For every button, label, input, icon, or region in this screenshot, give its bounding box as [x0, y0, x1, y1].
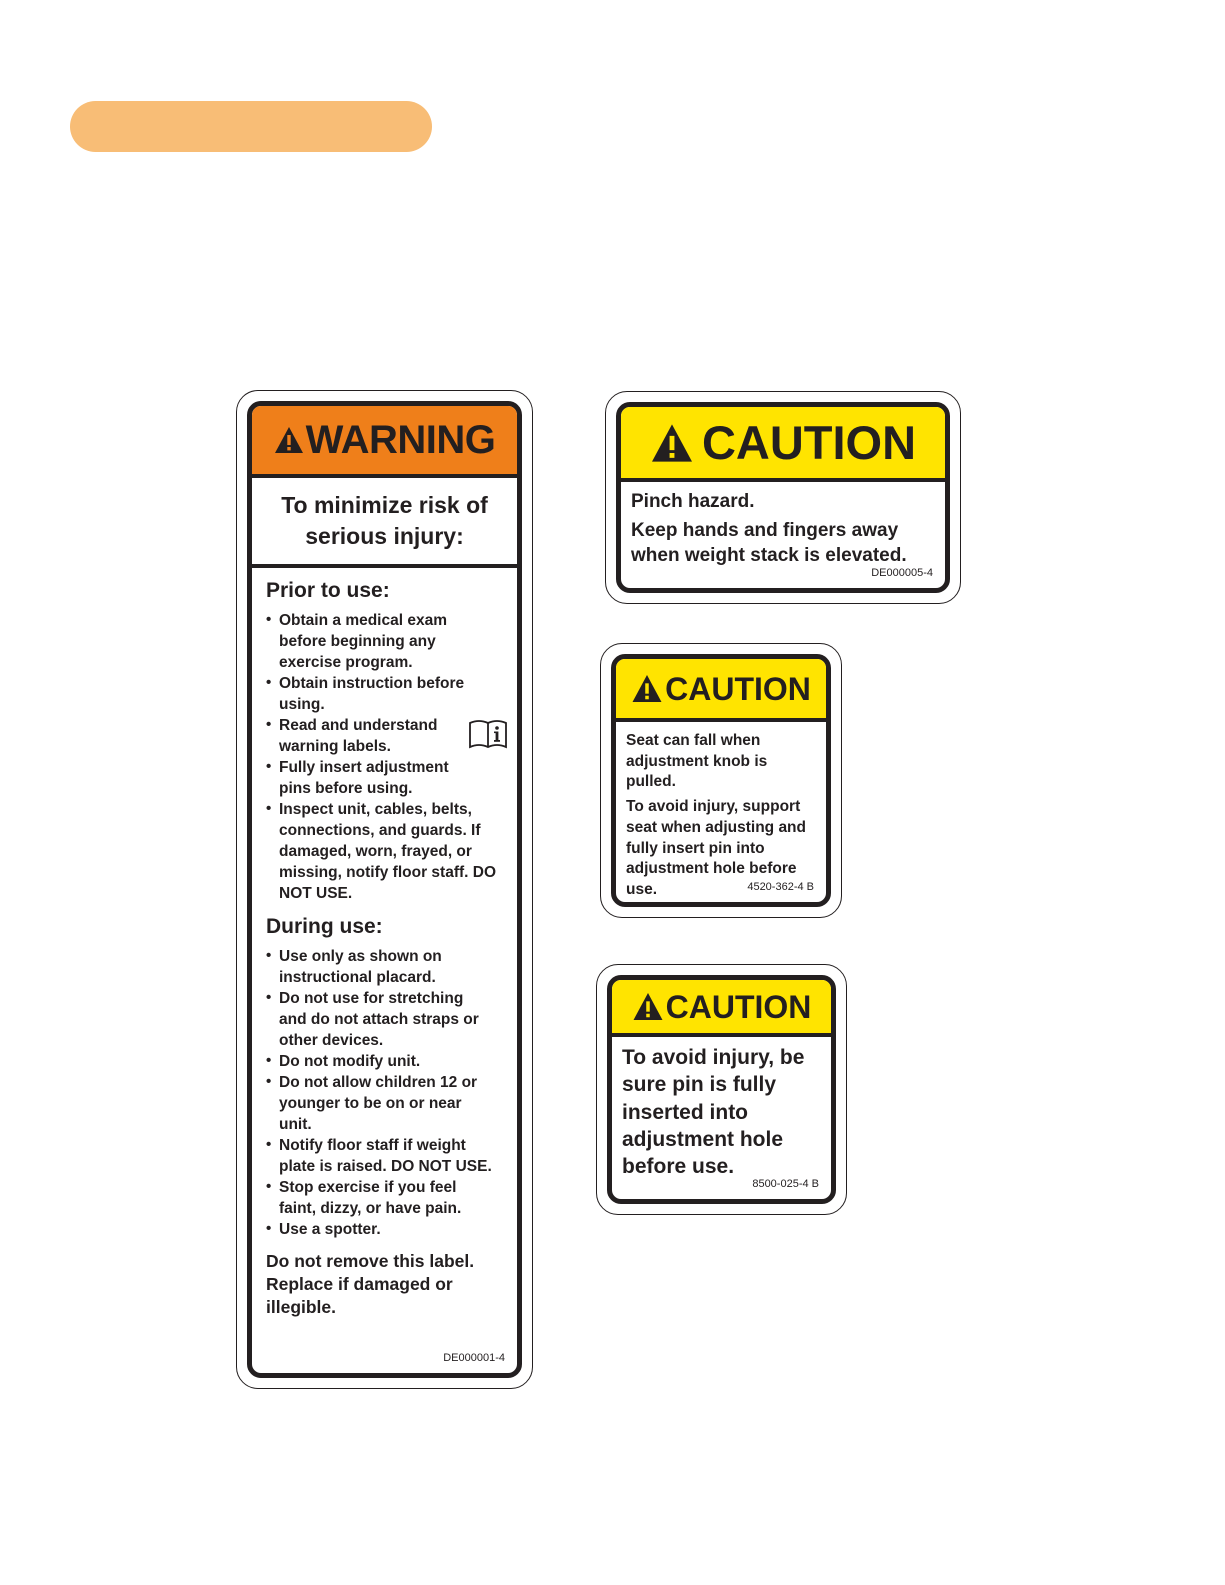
caution-banner [621, 407, 945, 482]
caution-signal-word: CAUTION [665, 988, 812, 1025]
caution-label-seat [600, 643, 842, 918]
manual-info-icon [468, 719, 508, 749]
warning-label [236, 390, 533, 1389]
caution-line: To avoid injury, be sure pin is fully inserted into adjustment hole before use. [622, 1046, 805, 1179]
caution-signal-word: CAUTION [665, 670, 811, 707]
caution-banner [612, 980, 831, 1037]
caution-line: Seat can fall when adjustment knob is pulled. [626, 732, 768, 791]
list-item: • Obtain a medical exam before beginning any exercise program. [266, 610, 469, 673]
warning-closing-text: Do not remove this label. Replace if damaged or illegible. [266, 1251, 475, 1317]
label-code: DE000001-4 [443, 1352, 505, 1364]
warning-heading [252, 478, 517, 568]
prior-to-use-title: Prior to use: [266, 579, 390, 602]
list-item: • Do not modify unit. [266, 1051, 491, 1072]
list-item: • Fully insert adjustment pins before using. [266, 757, 479, 799]
warning-label-frame [247, 401, 522, 1378]
prior-to-use-list [266, 610, 507, 904]
list-item: • Use a spotter. [266, 1219, 491, 1240]
caution-label-pin [596, 964, 847, 1215]
during-use-title: During use: [266, 915, 383, 938]
caution-triangle-icon [632, 992, 664, 1021]
caution-line: Pinch hazard. [631, 491, 755, 512]
label-code: 8500-025-4 B [752, 1178, 819, 1190]
warning-body [266, 578, 507, 1319]
warning-banner [252, 406, 517, 478]
list-item: • Read and understand warning labels. [266, 715, 459, 757]
caution-signal-word: CAUTION [701, 416, 917, 469]
list-item: • Obtain instruction before using. [266, 673, 489, 715]
label-code: DE000005-4 [871, 567, 933, 579]
caution-label-frame [616, 402, 950, 593]
caution-label-pinch [605, 391, 961, 604]
caution-label-frame [611, 654, 831, 907]
caution-triangle-icon [631, 674, 663, 703]
list-item: • Use only as shown on instructional placard. [266, 946, 479, 988]
during-use-list [266, 946, 507, 1240]
caution-banner [616, 659, 826, 722]
caution-message [622, 1044, 825, 1180]
list-item: • Inspect unit, cables, belts, connections, and guards. If damaged, worn, frayed, or missing, notify floor staff. DO NOT USE. [266, 799, 499, 904]
section-header-bar [70, 101, 432, 152]
label-code: 4520-362-4 B [747, 881, 814, 893]
warning-signal-word: WARNING [305, 418, 496, 462]
caution-message [626, 731, 820, 901]
caution-label-frame [607, 975, 836, 1204]
caution-line: Keep hands and fingers away when weight stack is elevated. [631, 520, 907, 566]
caution-line: To avoid injury, support seat when adjusting and fully insert pin into adjustment hole before use. [626, 798, 806, 898]
caution-triangle-icon [650, 423, 694, 463]
warning-triangle-icon [274, 426, 304, 454]
list-item: • Notify floor staff if weight plate is raised. DO NOT USE. [266, 1135, 494, 1177]
warning-heading-text: To minimize risk of serious injury: [281, 492, 488, 549]
list-item: • Stop exercise if you feel faint, dizzy, or have pain. [266, 1177, 489, 1219]
caution-message [631, 489, 937, 568]
list-item: • Do not allow children 12 or younger to be on or near unit. [266, 1072, 479, 1135]
list-item: • Do not use for stretching and do not attach straps or other devices. [266, 988, 491, 1051]
